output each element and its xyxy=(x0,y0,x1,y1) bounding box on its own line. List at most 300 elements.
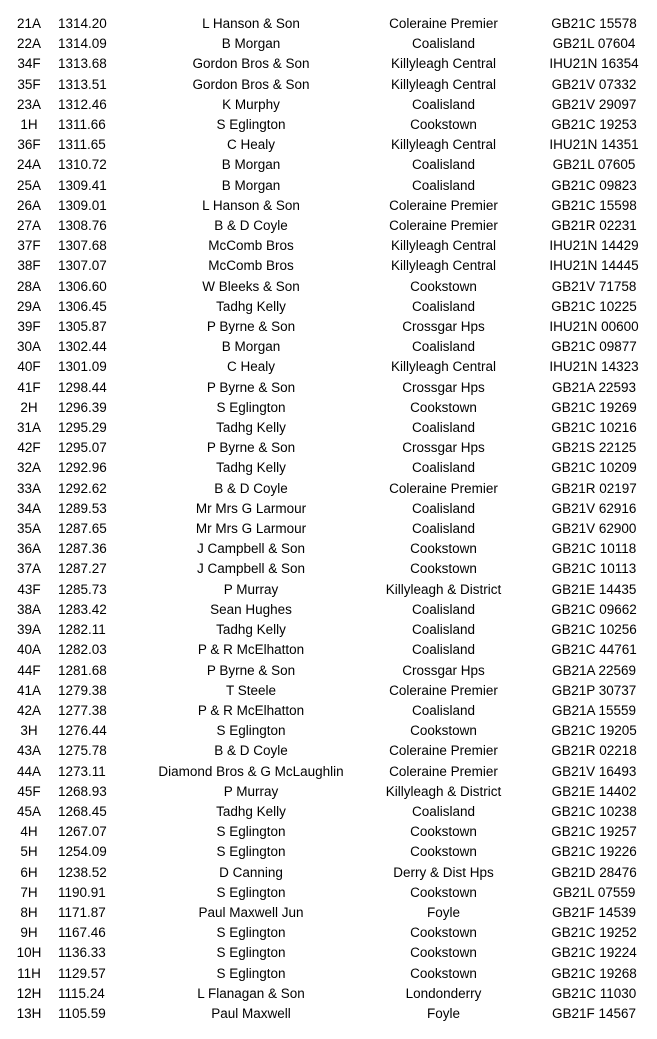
velocity-cell: 1105.59 xyxy=(58,1005,106,1021)
fancier-name-cell: D Canning xyxy=(219,864,283,880)
velocity-cell: 1283.42 xyxy=(58,601,107,617)
club-cell: Cookstown xyxy=(410,844,477,860)
table-row xyxy=(0,34,657,54)
velocity-cell: 1314.09 xyxy=(58,36,107,52)
fancier-name-cell: S Eglington xyxy=(216,965,286,981)
fancier-name-cell: P Byrne & Son xyxy=(206,440,296,456)
ring-number-cell: GB21C 19224 xyxy=(551,945,637,961)
ring-number-cell: GB21A 22569 xyxy=(551,662,637,678)
ring-number-cell: GB21V 29097 xyxy=(551,96,637,112)
table-row xyxy=(0,297,657,317)
table-row xyxy=(0,115,657,135)
ring-number-cell: GB21E 14402 xyxy=(551,783,637,799)
ring-number-cell: GB21F 14567 xyxy=(551,1005,637,1021)
velocity-cell: 1129.57 xyxy=(58,965,106,981)
club-cell: Coalisland xyxy=(411,702,476,718)
fancier-name-cell: Tadhg Kelly xyxy=(216,460,286,476)
velocity-cell: 1311.65 xyxy=(58,137,106,153)
ring-number-cell: IHU21N 14323 xyxy=(549,359,639,375)
velocity-cell: 1190.91 xyxy=(58,884,106,900)
position-cell: 37F xyxy=(17,238,41,254)
ring-number-cell: GB21C 09823 xyxy=(551,177,637,193)
club-cell: Coalisland xyxy=(411,460,476,476)
velocity-cell: 1289.53 xyxy=(58,500,107,516)
fancier-name-cell: S Eglington xyxy=(216,925,286,941)
position-cell: 45F xyxy=(17,783,41,799)
position-cell: 32A xyxy=(16,460,42,476)
position-cell: 1H xyxy=(20,117,38,133)
velocity-cell: 1275.78 xyxy=(58,743,107,759)
fancier-name-cell: P Murray xyxy=(223,581,279,597)
club-cell: Crossgar Hps xyxy=(402,319,485,335)
ring-number-cell: GB21D 28476 xyxy=(551,864,637,880)
table-row xyxy=(0,499,657,519)
club-cell: Cookstown xyxy=(410,278,477,294)
club-cell: Coalisland xyxy=(411,803,476,819)
velocity-cell: 1238.52 xyxy=(58,864,107,880)
table-row xyxy=(0,458,657,478)
velocity-cell: 1296.39 xyxy=(58,399,107,415)
position-cell: 24A xyxy=(16,157,42,173)
velocity-cell: 1307.68 xyxy=(58,238,107,254)
table-row xyxy=(0,75,657,95)
position-cell: 11H xyxy=(17,965,41,981)
velocity-cell: 1302.44 xyxy=(58,339,107,355)
table-row xyxy=(0,782,657,802)
fancier-name-cell: Paul Maxwell Jun xyxy=(198,904,304,920)
velocity-cell: 1310.72 xyxy=(58,157,107,173)
velocity-cell: 1301.09 xyxy=(58,359,107,375)
velocity-cell: 1115.24 xyxy=(58,985,105,1001)
club-cell: Cookstown xyxy=(410,399,477,415)
fancier-name-cell: P & R McElhatton xyxy=(197,702,305,718)
velocity-cell: 1311.66 xyxy=(58,117,106,133)
club-cell: Coalisland xyxy=(411,298,476,314)
club-cell: Killyleagh & District xyxy=(385,783,502,799)
ring-number-cell: GB21C 11030 xyxy=(551,985,637,1001)
position-cell: 42F xyxy=(17,440,41,456)
velocity-cell: 1295.07 xyxy=(58,440,107,456)
club-cell: Cookstown xyxy=(410,117,477,133)
table-row xyxy=(0,802,657,822)
velocity-cell: 1313.68 xyxy=(58,56,107,72)
table-row xyxy=(0,681,657,701)
velocity-cell: 1313.51 xyxy=(58,76,107,92)
velocity-cell: 1287.27 xyxy=(58,561,107,577)
club-cell: Killyleagh Central xyxy=(390,238,497,254)
fancier-name-cell: L Hanson & Son xyxy=(202,16,300,31)
fancier-name-cell: B Morgan xyxy=(221,339,281,355)
table-row xyxy=(0,317,657,337)
ring-number-cell: GB21C 10225 xyxy=(551,298,637,314)
fancier-name-cell: K Murphy xyxy=(222,96,280,112)
velocity-cell: 1287.65 xyxy=(58,521,107,537)
position-cell: 13H xyxy=(16,1005,42,1021)
position-cell: 33A xyxy=(16,480,42,496)
fancier-name-cell: P Murray xyxy=(223,783,279,799)
velocity-cell: 1171.87 xyxy=(58,904,106,920)
ring-number-cell: GB21C 10216 xyxy=(551,420,637,436)
position-cell: 43F xyxy=(17,581,41,597)
fancier-name-cell: S Eglington xyxy=(216,117,286,133)
club-cell: Coalisland xyxy=(411,177,476,193)
position-cell: 2H xyxy=(20,399,38,415)
club-cell: Cookstown xyxy=(410,541,477,557)
fancier-name-cell: B Morgan xyxy=(221,36,281,52)
table-row xyxy=(0,842,657,862)
velocity-cell: 1282.11 xyxy=(58,622,106,638)
position-cell: 41F xyxy=(17,379,41,395)
ring-number-cell: GB21S 22125 xyxy=(551,440,637,456)
ring-number-cell: GB21C 10118 xyxy=(551,541,637,557)
velocity-cell: 1167.46 xyxy=(58,925,106,941)
ring-number-cell: GB21V 62900 xyxy=(551,521,637,537)
fancier-name-cell: S Eglington xyxy=(216,399,286,415)
table-row xyxy=(0,539,657,559)
club-cell: Foyle xyxy=(426,904,460,920)
table-row xyxy=(0,14,657,34)
ring-number-cell: GB21C 10209 xyxy=(551,460,637,476)
table-row xyxy=(0,721,657,741)
ring-number-cell: IHU21N 00600 xyxy=(549,319,639,335)
club-cell: Coleraine Premier xyxy=(389,682,498,698)
position-cell: 5H xyxy=(20,844,38,860)
club-cell: Coleraine Premier xyxy=(389,16,498,31)
ring-number-cell: GB21A 22593 xyxy=(551,379,637,395)
table-row xyxy=(0,438,657,458)
club-cell: Cookstown xyxy=(410,824,477,840)
club-cell: Crossgar Hps xyxy=(402,379,485,395)
position-cell: 6H xyxy=(20,864,38,880)
ring-number-cell: GB21F 14539 xyxy=(551,904,637,920)
fancier-name-cell: Tadhg Kelly xyxy=(216,420,286,436)
velocity-cell: 1305.87 xyxy=(58,319,107,335)
table-row xyxy=(0,337,657,357)
fancier-name-cell: Mr Mrs G Larmour xyxy=(195,500,307,516)
ring-number-cell: GB21C 19269 xyxy=(551,399,637,415)
velocity-cell: 1136.33 xyxy=(58,945,106,961)
results-body xyxy=(0,14,657,1024)
fancier-name-cell: Tadhg Kelly xyxy=(216,622,286,638)
fancier-name-cell: Gordon Bros & Son xyxy=(192,56,310,72)
position-cell: 8H xyxy=(20,904,38,920)
club-cell: Crossgar Hps xyxy=(402,662,485,678)
position-cell: 38F xyxy=(17,258,41,274)
ring-number-cell: GB21C 44761 xyxy=(551,642,637,658)
club-cell: Cookstown xyxy=(410,884,477,900)
fancier-name-cell: McComb Bros xyxy=(208,258,294,274)
table-row xyxy=(0,95,657,115)
club-cell: Coalisland xyxy=(411,339,476,355)
club-cell: Killyleagh & District xyxy=(385,581,502,597)
velocity-cell: 1292.62 xyxy=(58,480,107,496)
club-cell: Coalisland xyxy=(411,500,476,516)
club-cell: Coalisland xyxy=(411,157,476,173)
ring-number-cell: GB21P 30737 xyxy=(551,682,637,698)
position-cell: 26A xyxy=(16,197,42,213)
fancier-name-cell: B & D Coyle xyxy=(214,218,288,234)
ring-number-cell: GB21C 09662 xyxy=(551,601,637,617)
position-cell: 39A xyxy=(16,622,42,638)
fancier-name-cell: B Morgan xyxy=(221,177,281,193)
club-cell: Coalisland xyxy=(411,601,476,617)
ring-number-cell: GB21V 07332 xyxy=(551,76,637,92)
velocity-cell: 1281.68 xyxy=(58,662,107,678)
ring-number-cell: GB21C 19205 xyxy=(551,723,637,739)
velocity-cell: 1277.38 xyxy=(58,702,107,718)
velocity-cell: 1292.96 xyxy=(58,460,107,476)
velocity-cell: 1309.41 xyxy=(58,177,107,193)
fancier-name-cell: J Campbell & Son xyxy=(196,561,306,577)
ring-number-cell: GB21L 07605 xyxy=(552,157,636,173)
velocity-cell: 1268.93 xyxy=(58,783,107,799)
fancier-name-cell: C Healy xyxy=(226,137,275,153)
position-cell: 27A xyxy=(16,218,42,234)
table-row xyxy=(0,762,657,782)
club-cell: Killyleagh Central xyxy=(390,258,497,274)
table-row xyxy=(0,943,657,963)
table-row xyxy=(0,863,657,883)
position-cell: 40A xyxy=(16,642,42,658)
club-cell: Coalisland xyxy=(411,96,476,112)
velocity-cell: 1285.73 xyxy=(58,581,107,597)
velocity-cell: 1306.60 xyxy=(58,278,107,294)
position-cell: 7H xyxy=(20,884,38,900)
club-cell: Foyle xyxy=(426,1005,460,1021)
club-cell: Killyleagh Central xyxy=(390,76,497,92)
fancier-name-cell: W Bleeks & Son xyxy=(202,278,300,294)
fancier-name-cell: B Morgan xyxy=(221,157,281,173)
velocity-cell: 1273.11 xyxy=(58,763,106,779)
table-row xyxy=(0,600,657,620)
club-cell: Cookstown xyxy=(410,965,477,981)
position-cell: 42A xyxy=(16,702,42,718)
position-cell: 34F xyxy=(17,56,41,72)
club-cell: Cookstown xyxy=(410,723,477,739)
position-cell: 10H xyxy=(16,945,42,961)
fancier-name-cell: Gordon Bros & Son xyxy=(192,76,310,92)
club-cell: Killyleagh Central xyxy=(390,56,497,72)
ring-number-cell: IHU21N 16354 xyxy=(549,56,639,72)
fancier-name-cell: P Byrne & Son xyxy=(206,662,296,678)
velocity-cell: 1306.45 xyxy=(58,298,107,314)
fancier-name-cell: P & R McElhatton xyxy=(197,642,305,658)
position-cell: 43A xyxy=(16,743,42,759)
results-table xyxy=(0,14,657,1024)
ring-number-cell: GB21L 07559 xyxy=(552,884,636,900)
ring-number-cell: GB21V 16493 xyxy=(551,763,637,779)
position-cell: 35A xyxy=(16,521,42,537)
position-cell: 21A xyxy=(16,16,42,31)
ring-number-cell: GB21R 02218 xyxy=(551,743,637,759)
ring-number-cell: GB21R 02231 xyxy=(551,218,637,234)
table-row xyxy=(0,964,657,984)
club-cell: Coleraine Premier xyxy=(389,218,498,234)
club-cell: Coleraine Premier xyxy=(389,763,498,779)
fancier-name-cell: B & D Coyle xyxy=(214,743,288,759)
table-row xyxy=(0,176,657,196)
table-row xyxy=(0,357,657,377)
ring-number-cell: IHU21N 14445 xyxy=(549,258,639,274)
position-cell: 38A xyxy=(16,601,42,617)
fancier-name-cell: S Eglington xyxy=(216,844,286,860)
club-cell: Coleraine Premier xyxy=(389,480,498,496)
ring-number-cell: GB21C 19252 xyxy=(551,925,637,941)
table-row xyxy=(0,620,657,640)
fancier-name-cell: P Byrne & Son xyxy=(206,379,296,395)
velocity-cell: 1254.09 xyxy=(58,844,107,860)
position-cell: 36F xyxy=(17,137,41,153)
position-cell: 31A xyxy=(16,420,42,436)
position-cell: 36A xyxy=(16,541,42,557)
table-row xyxy=(0,822,657,842)
table-row xyxy=(0,196,657,216)
position-cell: 4H xyxy=(20,824,38,840)
fancier-name-cell: Mr Mrs G Larmour xyxy=(195,521,307,537)
velocity-cell: 1314.20 xyxy=(58,16,107,31)
ring-number-cell: GB21C 15598 xyxy=(551,197,637,213)
club-cell: Coalisland xyxy=(411,622,476,638)
club-cell: Cookstown xyxy=(410,561,477,577)
ring-number-cell: IHU21N 14351 xyxy=(549,137,639,153)
position-cell: 39F xyxy=(17,319,41,335)
table-row xyxy=(0,236,657,256)
table-row xyxy=(0,54,657,74)
club-cell: Crossgar Hps xyxy=(402,440,485,456)
position-cell: 35F xyxy=(17,76,41,92)
table-row xyxy=(0,256,657,276)
velocity-cell: 1287.36 xyxy=(58,541,107,557)
club-cell: Coalisland xyxy=(411,642,476,658)
position-cell: 3H xyxy=(20,723,38,739)
table-row xyxy=(0,580,657,600)
table-row xyxy=(0,661,657,681)
table-row xyxy=(0,559,657,579)
club-cell: Cookstown xyxy=(410,945,477,961)
fancier-name-cell: L Flanagan & Son xyxy=(197,985,305,1001)
position-cell: 37A xyxy=(16,561,42,577)
fancier-name-cell: Tadhg Kelly xyxy=(216,803,286,819)
position-cell: 23A xyxy=(16,96,42,112)
position-cell: 41A xyxy=(16,682,42,698)
ring-number-cell: GB21C 09877 xyxy=(551,339,637,355)
fancier-name-cell: S Eglington xyxy=(216,824,286,840)
velocity-cell: 1307.07 xyxy=(58,258,107,274)
position-cell: 30A xyxy=(16,339,42,355)
fancier-name-cell: T Steele xyxy=(225,682,277,698)
table-row xyxy=(0,155,657,175)
position-cell: 40F xyxy=(17,359,41,375)
fancier-name-cell: C Healy xyxy=(226,359,275,375)
velocity-cell: 1295.29 xyxy=(58,420,107,436)
position-cell: 9H xyxy=(20,925,38,941)
ring-number-cell: GB21V 62916 xyxy=(551,500,637,516)
table-row xyxy=(0,883,657,903)
ring-number-cell: GB21C 19226 xyxy=(551,844,637,860)
position-cell: 44F xyxy=(17,662,41,678)
table-row xyxy=(0,640,657,660)
ring-number-cell: IHU21N 14429 xyxy=(549,238,639,254)
velocity-cell: 1276.44 xyxy=(58,723,107,739)
velocity-cell: 1279.38 xyxy=(58,682,107,698)
club-cell: Coleraine Premier xyxy=(389,743,498,759)
ring-number-cell: GB21C 15578 xyxy=(551,16,637,31)
velocity-cell: 1298.44 xyxy=(58,379,107,395)
position-cell: 45A xyxy=(16,803,42,819)
ring-number-cell: GB21V 71758 xyxy=(551,278,637,294)
club-cell: Coalisland xyxy=(411,521,476,537)
fancier-name-cell: Sean Hughes xyxy=(210,601,292,617)
fancier-name-cell: S Eglington xyxy=(216,884,286,900)
table-row xyxy=(0,701,657,721)
ring-number-cell: GB21E 14435 xyxy=(551,581,637,597)
table-row xyxy=(0,135,657,155)
position-cell: 22A xyxy=(16,36,42,52)
club-cell: Coleraine Premier xyxy=(389,197,498,213)
ring-number-cell: GB21C 10256 xyxy=(551,622,637,638)
club-cell: Coalisland xyxy=(411,420,476,436)
fancier-name-cell: McComb Bros xyxy=(208,238,294,254)
table-row xyxy=(0,398,657,418)
velocity-cell: 1312.46 xyxy=(58,96,107,112)
table-row xyxy=(0,1004,657,1024)
ring-number-cell: GB21A 15559 xyxy=(551,702,637,718)
fancier-name-cell: Paul Maxwell xyxy=(211,1005,291,1021)
velocity-cell: 1268.45 xyxy=(58,803,107,819)
position-cell: 28A xyxy=(16,278,42,294)
fancier-name-cell: J Campbell & Son xyxy=(196,541,306,557)
ring-number-cell: GB21C 10113 xyxy=(551,561,637,577)
position-cell: 44A xyxy=(16,763,42,779)
club-cell: Londonderry xyxy=(405,985,482,1001)
fancier-name-cell: L Hanson & Son xyxy=(202,197,300,213)
fancier-name-cell: P Byrne & Son xyxy=(206,319,296,335)
table-row xyxy=(0,984,657,1004)
club-cell: Killyleagh Central xyxy=(390,137,497,153)
club-cell: Coalisland xyxy=(411,36,476,52)
velocity-cell: 1309.01 xyxy=(58,197,107,213)
club-cell: Derry & Dist Hps xyxy=(393,864,494,880)
table-row xyxy=(0,216,657,236)
velocity-cell: 1308.76 xyxy=(58,218,107,234)
table-row xyxy=(0,903,657,923)
fancier-name-cell: B & D Coyle xyxy=(214,480,288,496)
ring-number-cell: GB21R 02197 xyxy=(551,480,637,496)
fancier-name-cell: Diamond Bros & G McLaughlin xyxy=(158,763,344,779)
position-cell: 29A xyxy=(16,298,42,314)
club-cell: Killyleagh Central xyxy=(390,359,497,375)
position-cell: 12H xyxy=(16,985,42,1001)
fancier-name-cell: S Eglington xyxy=(216,723,286,739)
table-row xyxy=(0,418,657,438)
position-cell: 34A xyxy=(16,500,42,516)
table-row xyxy=(0,923,657,943)
fancier-name-cell: Tadhg Kelly xyxy=(216,298,286,314)
ring-number-cell: GB21C 19253 xyxy=(551,117,637,133)
table-row xyxy=(0,519,657,539)
fancier-name-cell: S Eglington xyxy=(216,945,286,961)
velocity-cell: 1267.07 xyxy=(58,824,107,840)
position-cell: 25A xyxy=(16,177,42,193)
club-cell: Cookstown xyxy=(410,925,477,941)
ring-number-cell: GB21C 10238 xyxy=(551,803,637,819)
table-row xyxy=(0,741,657,761)
ring-number-cell: GB21L 07604 xyxy=(552,36,636,52)
ring-number-cell: GB21C 19257 xyxy=(551,824,637,840)
velocity-cell: 1282.03 xyxy=(58,642,107,658)
table-row xyxy=(0,479,657,499)
table-row xyxy=(0,378,657,398)
